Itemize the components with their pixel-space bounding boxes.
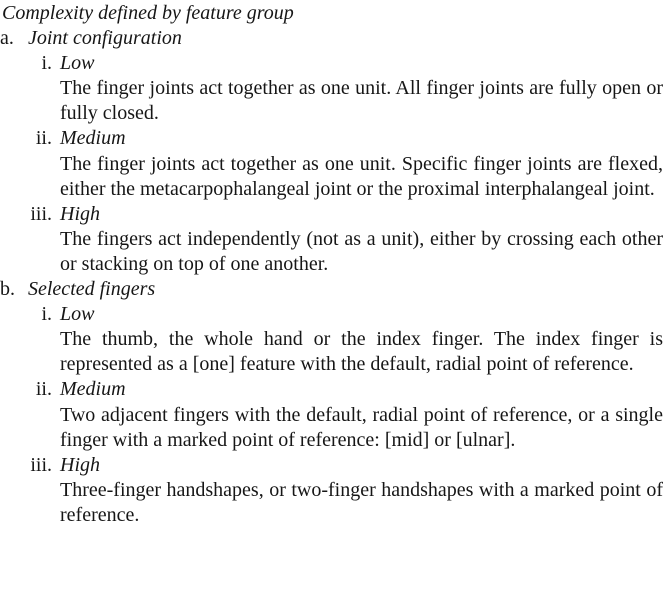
item-marker: ii. bbox=[35, 378, 52, 401]
item-level-label: Low bbox=[60, 52, 95, 75]
outline-group-joint-configuration bbox=[0, 26, 663, 277]
item-heading bbox=[0, 126, 663, 151]
group-marker: b. bbox=[0, 278, 15, 301]
item-marker: iii. bbox=[30, 453, 52, 476]
list-item bbox=[0, 302, 663, 377]
list-item bbox=[0, 202, 663, 277]
item-description: The fingers act independently (not as a unit), either by crossing each other or stacking on top of one another. bbox=[60, 227, 663, 275]
item-level-label: Medium bbox=[60, 378, 126, 401]
item-heading bbox=[0, 202, 663, 227]
list-item bbox=[0, 377, 663, 452]
item-level-label: High bbox=[60, 202, 100, 225]
item-description: The thumb, the whole hand or the index finger. The index finger is represented as a [one] feature with the default, radial point of reference. bbox=[60, 328, 663, 376]
item-heading bbox=[0, 377, 663, 402]
item-level-label: Medium bbox=[60, 127, 126, 150]
item-description: Two adjacent fingers with the default, radial point of reference, or a single finger with a marked point of reference: [mid] or [ulnar]. bbox=[60, 403, 663, 451]
item-heading bbox=[0, 453, 663, 478]
group-label: Selected fingers bbox=[28, 278, 156, 301]
list-item bbox=[0, 51, 663, 126]
group-marker: a. bbox=[0, 27, 14, 50]
item-marker: iii. bbox=[30, 202, 52, 225]
list-item bbox=[0, 453, 663, 528]
item-marker: ii. bbox=[35, 127, 52, 150]
item-marker: i. bbox=[41, 303, 52, 326]
item-description: The finger joints act together as one unit. All finger joints are fully open or fully closed. bbox=[60, 77, 663, 125]
item-heading bbox=[0, 51, 663, 76]
outline-group-selected-fingers bbox=[0, 277, 663, 528]
item-level-label: Low bbox=[60, 303, 95, 326]
group-heading bbox=[0, 26, 663, 51]
page-title: Complexity defined by feature group bbox=[2, 2, 294, 24]
item-description: The finger joints act together as one unit. Specific finger joints are flexed, either the metacarpophalangeal joint or the proximal interphalangeal joint. bbox=[60, 152, 663, 200]
item-marker: i. bbox=[41, 52, 52, 75]
item-level-label: High bbox=[60, 453, 100, 476]
item-heading bbox=[0, 302, 663, 327]
item-description: Three-finger handshapes, or two-finger handshapes with a marked point of reference. bbox=[60, 478, 663, 526]
list-item bbox=[0, 126, 663, 201]
group-label: Joint configuration bbox=[28, 27, 182, 50]
group-heading bbox=[0, 277, 663, 302]
